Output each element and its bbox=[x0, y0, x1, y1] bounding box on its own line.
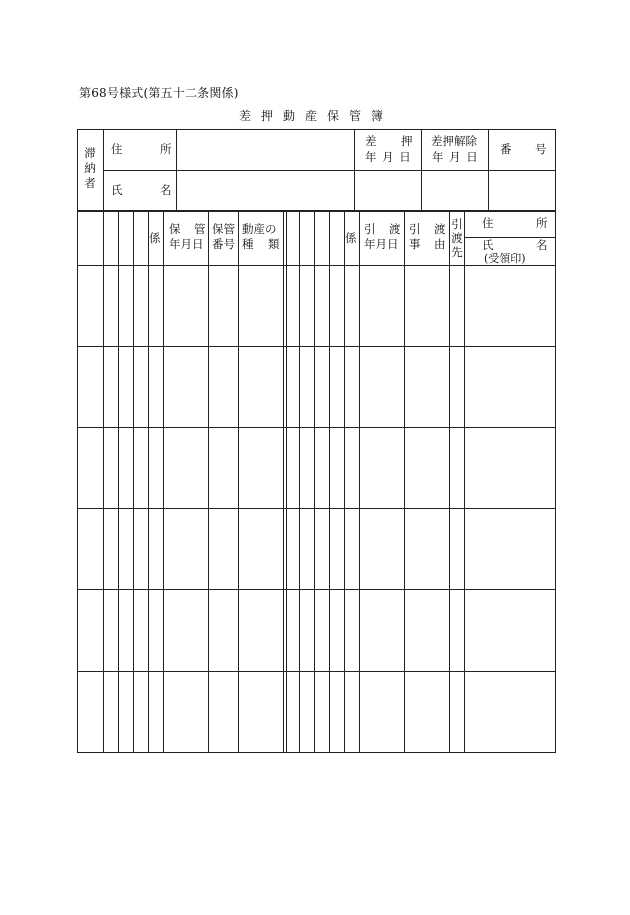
row-line bbox=[77, 671, 556, 672]
number-label-b: 号 bbox=[535, 142, 547, 156]
reason-label-a: 引 bbox=[409, 222, 421, 236]
number-label-a: 番 bbox=[500, 142, 512, 156]
transfer-label-b: 渡 bbox=[389, 222, 401, 236]
transfer-date-label: 年月日 bbox=[364, 237, 399, 251]
seizure-date-label: 年 月 日 bbox=[365, 150, 412, 164]
storage-date-label: 年月日 bbox=[169, 237, 204, 251]
recipient-seal-label: (受領印) bbox=[484, 252, 526, 265]
reason-label-b: 渡 bbox=[434, 222, 446, 236]
goods-label-1: 動産の bbox=[242, 222, 277, 236]
address-label-b: 所 bbox=[160, 142, 172, 156]
seizure-label-a: 差 bbox=[365, 134, 377, 148]
transfer-label-a: 引 bbox=[364, 222, 376, 236]
name-label-b: 名 bbox=[160, 183, 172, 197]
recipient-label: 引 渡 先 bbox=[451, 217, 463, 259]
name-label-a: 氏 bbox=[111, 183, 123, 197]
clerk-label: 係 bbox=[149, 231, 161, 245]
page-title: 差押動産保管簿 bbox=[239, 109, 394, 123]
row-line bbox=[77, 589, 556, 590]
recipient-address-a: 住 bbox=[482, 216, 494, 230]
row-line bbox=[77, 508, 556, 509]
seizure-label-b: 押 bbox=[401, 134, 413, 148]
recipient-name-b: 名 bbox=[536, 238, 548, 252]
row-line bbox=[77, 265, 556, 266]
row-line bbox=[77, 346, 556, 347]
goods-label-b: 類 bbox=[268, 237, 280, 251]
header-divider bbox=[103, 170, 556, 171]
row-line bbox=[77, 427, 556, 428]
form-number: 第68号様式(第五十二条関係) bbox=[79, 86, 239, 100]
clerk-label-2: 係 bbox=[345, 231, 357, 245]
reason-label-d: 由 bbox=[434, 237, 446, 251]
recipient-name-a: 氏 bbox=[482, 238, 494, 252]
address-label-a: 住 bbox=[111, 142, 123, 156]
recipient-address-b: 所 bbox=[536, 216, 548, 230]
goods-label-a: 種 bbox=[242, 237, 254, 251]
storage-label-b: 管 bbox=[194, 222, 206, 236]
storage-number-label-1: 保管 bbox=[212, 222, 235, 236]
storage-number-label-2: 番号 bbox=[212, 237, 235, 251]
storage-label-a: 保 bbox=[169, 222, 181, 236]
release-date-label: 年 月 日 bbox=[432, 150, 479, 164]
delinquent-label: 滞 納 者 bbox=[84, 146, 96, 190]
reason-label-c: 事 bbox=[409, 237, 421, 251]
release-label: 差押解除 bbox=[431, 134, 477, 148]
